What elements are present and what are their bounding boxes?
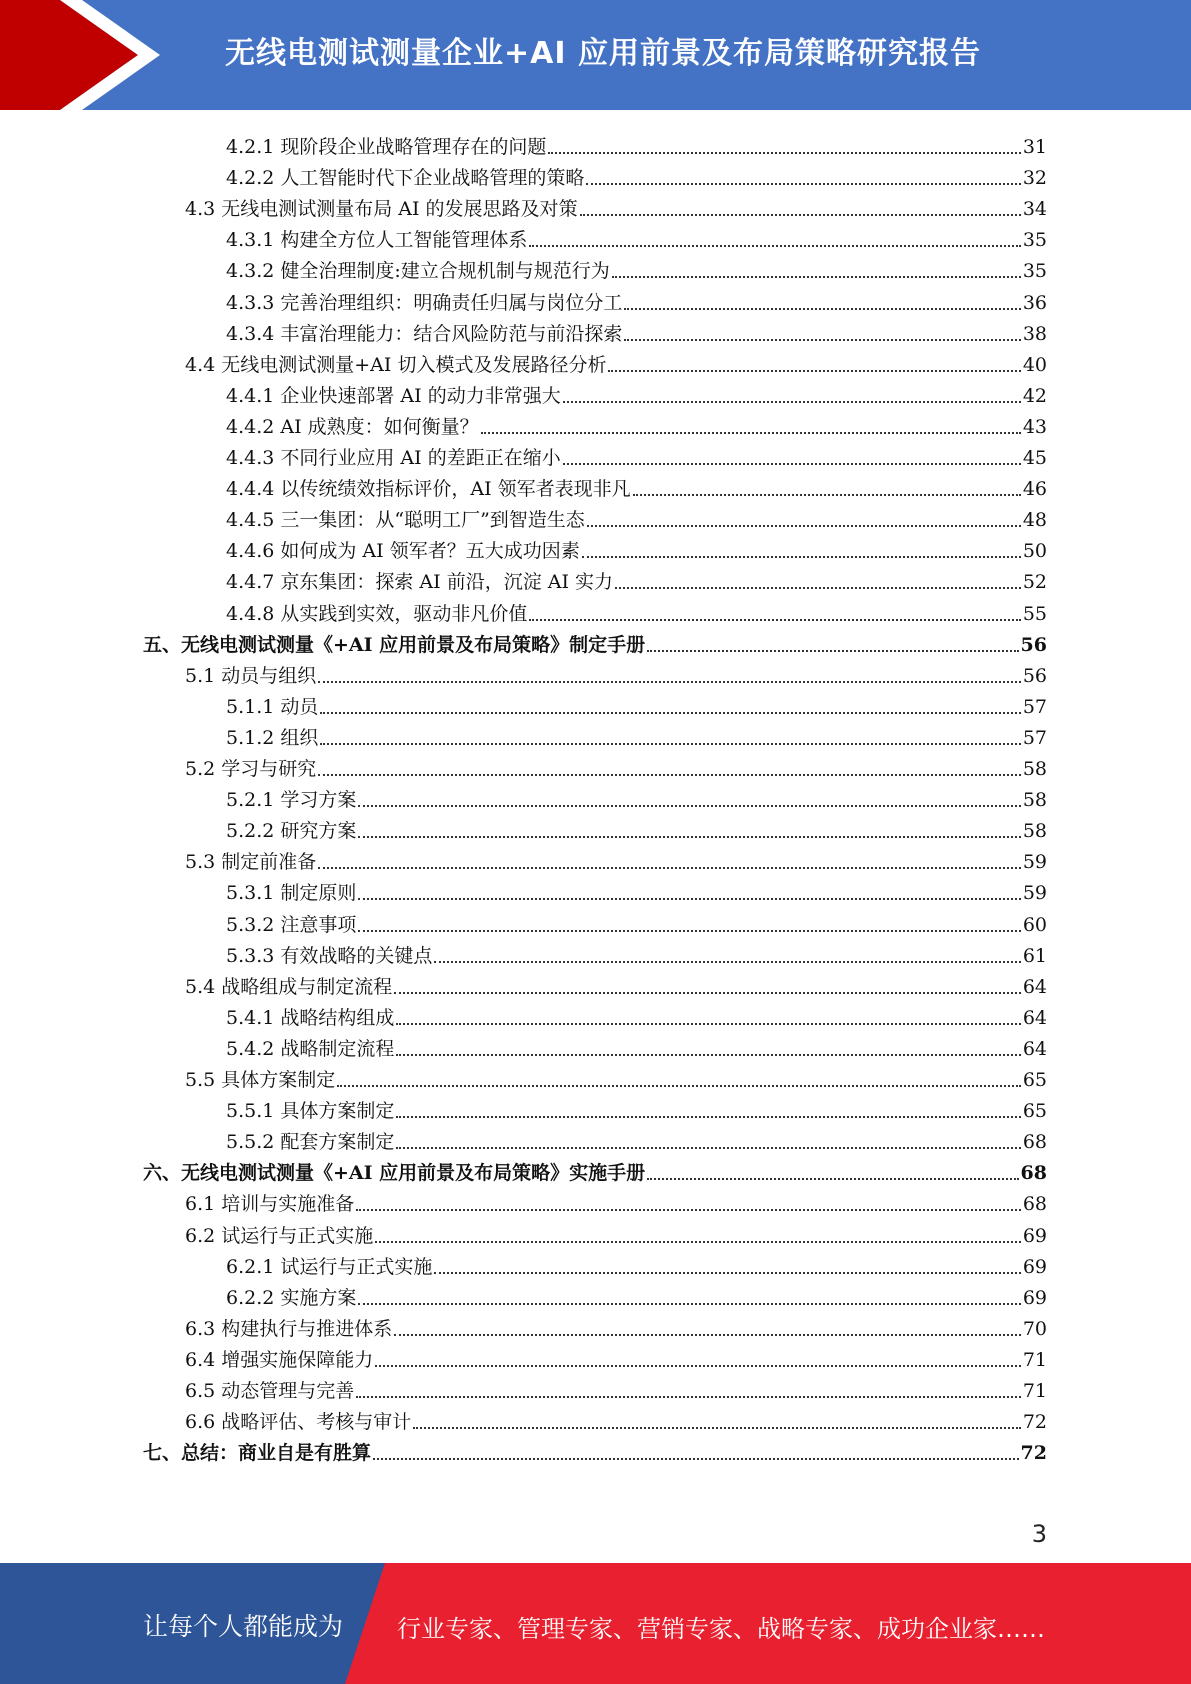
toc-entry[interactable] xyxy=(226,284,1047,315)
toc-entry[interactable] xyxy=(185,968,1047,999)
toc-entry-label: 4.2.1 现阶段企业战略管理存在的问题 xyxy=(226,136,547,158)
toc-entry[interactable] xyxy=(226,781,1047,812)
toc-entry[interactable] xyxy=(226,408,1047,439)
toc-entry-label: 6.5 动态管理与完善 xyxy=(185,1380,355,1402)
page-header xyxy=(0,0,1191,110)
toc-entry[interactable] xyxy=(226,563,1047,594)
toc-dot-leader xyxy=(563,461,1021,465)
toc-dot-leader xyxy=(624,306,1020,310)
toc-dot-leader xyxy=(529,243,1020,247)
toc-entry-label: 4.2.2 人工智能时代下企业战略管理的策略 xyxy=(226,167,585,190)
toc-entry-page: 69 xyxy=(1022,1255,1047,1278)
page-number: 3 xyxy=(1031,1520,1047,1548)
toc-entry-label: 5.3.1 制定原则 xyxy=(226,882,357,905)
toc-entry[interactable] xyxy=(226,1092,1047,1123)
toc-entry-label: 6.2.1 试运行与正式实施 xyxy=(226,1255,433,1278)
toc-dot-leader xyxy=(356,1394,1021,1398)
toc-entry[interactable] xyxy=(185,843,1047,874)
toc-entry[interactable] xyxy=(143,626,1047,657)
toc-entry-label: 5.3.3 有效战略的关键点 xyxy=(226,944,433,967)
toc-dot-leader xyxy=(586,181,1020,185)
toc-entry[interactable] xyxy=(226,159,1047,190)
toc-entry-page: 59 xyxy=(1022,882,1047,905)
toc-entry-label: 5.1 动员与组织 xyxy=(185,664,317,687)
toc-entry-page: 64 xyxy=(1022,975,1047,998)
toc-entry[interactable] xyxy=(226,221,1047,252)
toc-dot-leader xyxy=(318,865,1021,869)
toc-entry-page: 56 xyxy=(1020,633,1047,656)
toc-dot-leader xyxy=(318,679,1021,683)
toc-entry[interactable] xyxy=(226,439,1047,470)
toc-dot-leader xyxy=(563,399,1021,403)
toc-dot-leader xyxy=(434,1270,1020,1274)
toc-entry-page: 45 xyxy=(1022,447,1047,469)
toc-entry[interactable] xyxy=(226,377,1047,408)
toc-entry-page: 56 xyxy=(1022,664,1047,687)
toc-entry-label: 5.1.1 动员 xyxy=(226,695,319,718)
toc-entry[interactable] xyxy=(226,1248,1047,1279)
toc-dot-leader xyxy=(647,1176,1018,1180)
toc-entry[interactable] xyxy=(226,937,1047,968)
toc-entry[interactable] xyxy=(185,750,1047,781)
toc-entry-label: 4.3.1 构建全方位人工智能管理体系 xyxy=(226,229,528,252)
toc-entry-label: 5.1.2 组织 xyxy=(226,726,319,749)
toc-dot-leader xyxy=(582,554,1021,558)
toc-entry-label: 5.3.2 注意事项 xyxy=(226,913,357,936)
toc-entry-page: 72 xyxy=(1022,1411,1047,1434)
toc-dot-leader xyxy=(356,1207,1021,1211)
toc-entry[interactable] xyxy=(226,595,1047,626)
toc-entry[interactable] xyxy=(226,688,1047,719)
toc-entry-label: 4.4.7 京东集团：探索 AI 前沿，沉淀 AI 实力 xyxy=(226,571,613,594)
toc-entry[interactable] xyxy=(226,874,1047,905)
toc-entry-page: 35 xyxy=(1022,229,1047,252)
toc-entry-page: 52 xyxy=(1022,571,1047,594)
toc-dot-leader xyxy=(394,990,1021,994)
toc-dot-leader xyxy=(375,1239,1021,1243)
toc-entry-label: 5.4.1 战略结构组成 xyxy=(226,1006,395,1029)
toc-entry-page: 68 xyxy=(1022,1131,1047,1154)
toc-entry-page: 46 xyxy=(1022,478,1047,501)
toc-dot-leader xyxy=(358,834,1020,838)
toc-entry-label: 6.1 培训与实施准备 xyxy=(185,1193,355,1216)
toc-entry[interactable] xyxy=(185,657,1047,688)
toc-dot-leader xyxy=(647,648,1018,652)
toc-dot-leader xyxy=(358,896,1020,900)
toc-entry-page: 50 xyxy=(1022,540,1047,563)
toc-dot-leader xyxy=(358,1301,1020,1305)
toc-dot-leader xyxy=(396,1114,1020,1118)
toc-dot-leader xyxy=(434,959,1020,963)
toc-entry-label: 5.2.2 研究方案 xyxy=(226,820,357,843)
toc-dot-leader xyxy=(320,710,1020,714)
toc-entry[interactable] xyxy=(185,1341,1047,1372)
toc-entry-page: 36 xyxy=(1022,291,1047,314)
toc-dot-leader xyxy=(624,337,1020,341)
toc-dot-leader xyxy=(358,803,1020,807)
toc-entry-page: 70 xyxy=(1022,1317,1047,1340)
toc-entry[interactable] xyxy=(143,1434,1047,1465)
toc-dot-leader xyxy=(529,617,1020,621)
toc-entry-label: 4.4.4 以传统绩效指标评价，AI 领军者表现非凡 xyxy=(226,478,631,501)
page-footer xyxy=(0,1563,1191,1684)
toc-entry-label: 5.5 具体方案制定 xyxy=(185,1069,336,1091)
toc-dot-leader xyxy=(548,150,1020,154)
toc-entry-page: 61 xyxy=(1022,944,1047,967)
toc-entry-label: 五、无线电测试测量《+AI 应用前景及布局策略》制定手册 xyxy=(143,633,646,656)
toc-entry-page: 65 xyxy=(1022,1100,1047,1123)
toc-entry-label: 5.4.2 战略制定流程 xyxy=(226,1037,395,1060)
toc-entry-label: 4.4.8 从实践到实效，驱动非凡价值 xyxy=(226,602,528,625)
toc-entry[interactable] xyxy=(185,1403,1047,1434)
toc-entry-label: 4.4 无线电测试测量+AI 切入模式及发展路径分析 xyxy=(185,353,607,376)
toc-entry-page: 60 xyxy=(1022,913,1047,936)
toc-entry[interactable] xyxy=(185,1217,1047,1248)
toc-entry-label: 6.6 战略评估、考核与审计 xyxy=(185,1411,412,1434)
toc-entry-page: 40 xyxy=(1022,353,1047,376)
toc-entry-page: 57 xyxy=(1022,695,1047,718)
toc-entry[interactable] xyxy=(226,1030,1047,1061)
toc-dot-leader xyxy=(318,772,1021,776)
toc-dot-leader xyxy=(481,430,1021,434)
toc-entry-page: 59 xyxy=(1022,851,1047,874)
toc-entry[interactable] xyxy=(226,128,1047,159)
toc-entry[interactable] xyxy=(185,190,1047,221)
toc-entry-label: 5.2.1 学习方案 xyxy=(226,789,357,812)
toc-entry[interactable] xyxy=(226,501,1047,532)
toc-entry[interactable] xyxy=(143,1154,1047,1185)
toc-entry[interactable] xyxy=(226,999,1047,1030)
toc-entry[interactable] xyxy=(185,1061,1047,1092)
toc-entry[interactable] xyxy=(185,1310,1047,1341)
toc-entry-page: 35 xyxy=(1022,260,1047,283)
toc-entry[interactable] xyxy=(226,252,1047,283)
toc-dot-leader xyxy=(337,1083,1021,1087)
toc-entry[interactable] xyxy=(226,906,1047,937)
toc-entry-label: 4.4.1 企业快速部署 AI 的动力非常强大 xyxy=(226,384,561,407)
toc-entry-label: 4.3.4 丰富治理能力：结合风险防范与前沿探索 xyxy=(226,322,623,345)
toc-entry-label: 6.4 增强实施保障能力 xyxy=(185,1348,374,1371)
toc-entry[interactable] xyxy=(226,1279,1047,1310)
toc-dot-leader xyxy=(375,1363,1021,1367)
toc-entry-label: 5.5.2 配套方案制定 xyxy=(226,1131,395,1154)
toc-dot-leader xyxy=(580,212,1021,216)
toc-dot-leader xyxy=(615,585,1021,589)
toc-entry[interactable] xyxy=(226,719,1047,750)
toc-entry-page: 34 xyxy=(1022,198,1047,221)
toc-entry-page: 55 xyxy=(1022,602,1047,625)
toc-entry-page: 68 xyxy=(1022,1193,1047,1216)
toc-entry-page: 57 xyxy=(1022,726,1047,749)
toc-entry-page: 72 xyxy=(1020,1442,1047,1465)
toc-dot-leader xyxy=(320,741,1020,745)
toc-entry-label: 4.3.3 完善治理组织：明确责任归属与岗位分工 xyxy=(226,291,623,314)
toc-entry-page: 58 xyxy=(1022,820,1047,843)
toc-dot-leader xyxy=(396,1021,1020,1025)
toc-entry[interactable] xyxy=(226,1123,1047,1154)
toc-dot-leader xyxy=(358,928,1020,932)
toc-dot-leader xyxy=(394,1332,1021,1336)
toc-entry-label: 七、总结：商业自是有胜算 xyxy=(143,1442,372,1465)
toc-dot-leader xyxy=(608,368,1020,372)
toc-entry-page: 48 xyxy=(1022,509,1047,532)
toc-entry[interactable] xyxy=(226,470,1047,501)
toc-entry[interactable] xyxy=(226,315,1047,346)
footer-slogan-right: 行业专家、管理专家、营销专家、战略专家、成功企业家…… xyxy=(397,1615,1045,1643)
toc-entry-label: 六、无线电测试测量《+AI 应用前景及布局策略》实施手册 xyxy=(143,1162,646,1185)
toc-entry-page: 69 xyxy=(1022,1286,1047,1309)
toc-entry-label: 4.4.2 AI 成熟度：如何衡量？ xyxy=(226,415,479,438)
toc-entry-label: 5.3 制定前准备 xyxy=(185,851,317,874)
toc-entry[interactable] xyxy=(185,1372,1047,1403)
toc-dot-leader xyxy=(587,523,1021,527)
toc-entry-page: 38 xyxy=(1022,322,1047,345)
toc-entry-label: 6.2.2 实施方案 xyxy=(226,1286,357,1309)
toc-entry[interactable] xyxy=(226,812,1047,843)
toc-entry-label: 4.3.2 健全治理制度:建立合规机制与规范行为 xyxy=(226,260,610,283)
toc-entry-page: 58 xyxy=(1022,758,1047,780)
toc-entry-page: 43 xyxy=(1022,415,1047,438)
toc-entry[interactable] xyxy=(185,346,1047,377)
toc-entry-label: 4.3 无线电测试测量布局 AI 的发展思路及对策 xyxy=(185,198,578,221)
toc-entry-label: 4.4.5 三一集团：从“聪明工厂”到智造生态 xyxy=(226,509,585,532)
toc-dot-leader xyxy=(612,274,1021,278)
toc-entry-label: 5.2 学习与研究 xyxy=(185,758,317,780)
toc-entry[interactable] xyxy=(226,532,1047,563)
toc-entry-page: 69 xyxy=(1022,1224,1047,1247)
toc-entry-label: 6.2 试运行与正式实施 xyxy=(185,1224,374,1247)
toc-entry-page: 31 xyxy=(1022,136,1047,158)
toc-entry-label: 4.4.6 如何成为 AI 领军者？五大成功因素 xyxy=(226,540,580,563)
toc-entry-page: 32 xyxy=(1022,167,1047,190)
toc-entry-page: 71 xyxy=(1022,1348,1047,1371)
toc-entry-page: 64 xyxy=(1022,1006,1047,1029)
toc-dot-leader xyxy=(633,492,1021,496)
toc-entry-label: 4.4.3 不同行业应用 AI 的差距正在缩小 xyxy=(226,447,561,469)
toc-dot-leader xyxy=(373,1456,1019,1460)
toc-dot-leader xyxy=(396,1145,1020,1149)
toc-entry-page: 64 xyxy=(1022,1037,1047,1060)
toc-entry-page: 71 xyxy=(1022,1380,1047,1402)
report-title: 无线电测试测量企业+AI 应用前景及布局策略研究报告 xyxy=(225,36,981,71)
toc-entry-page: 68 xyxy=(1020,1162,1047,1185)
toc-entry-page: 58 xyxy=(1022,789,1047,812)
footer-slogan-left: 让每个人都能成为 xyxy=(143,1612,344,1641)
toc-entry-page: 65 xyxy=(1022,1069,1047,1091)
toc-entry[interactable] xyxy=(185,1185,1047,1216)
toc-entry-label: 6.3 构建执行与推进体系 xyxy=(185,1317,393,1340)
toc-entry-page: 42 xyxy=(1022,384,1047,407)
toc-entry-label: 5.5.1 具体方案制定 xyxy=(226,1100,395,1123)
toc-dot-leader xyxy=(396,1052,1020,1056)
toc-entry-label: 5.4 战略组成与制定流程 xyxy=(185,975,393,998)
toc-dot-leader xyxy=(413,1425,1021,1429)
